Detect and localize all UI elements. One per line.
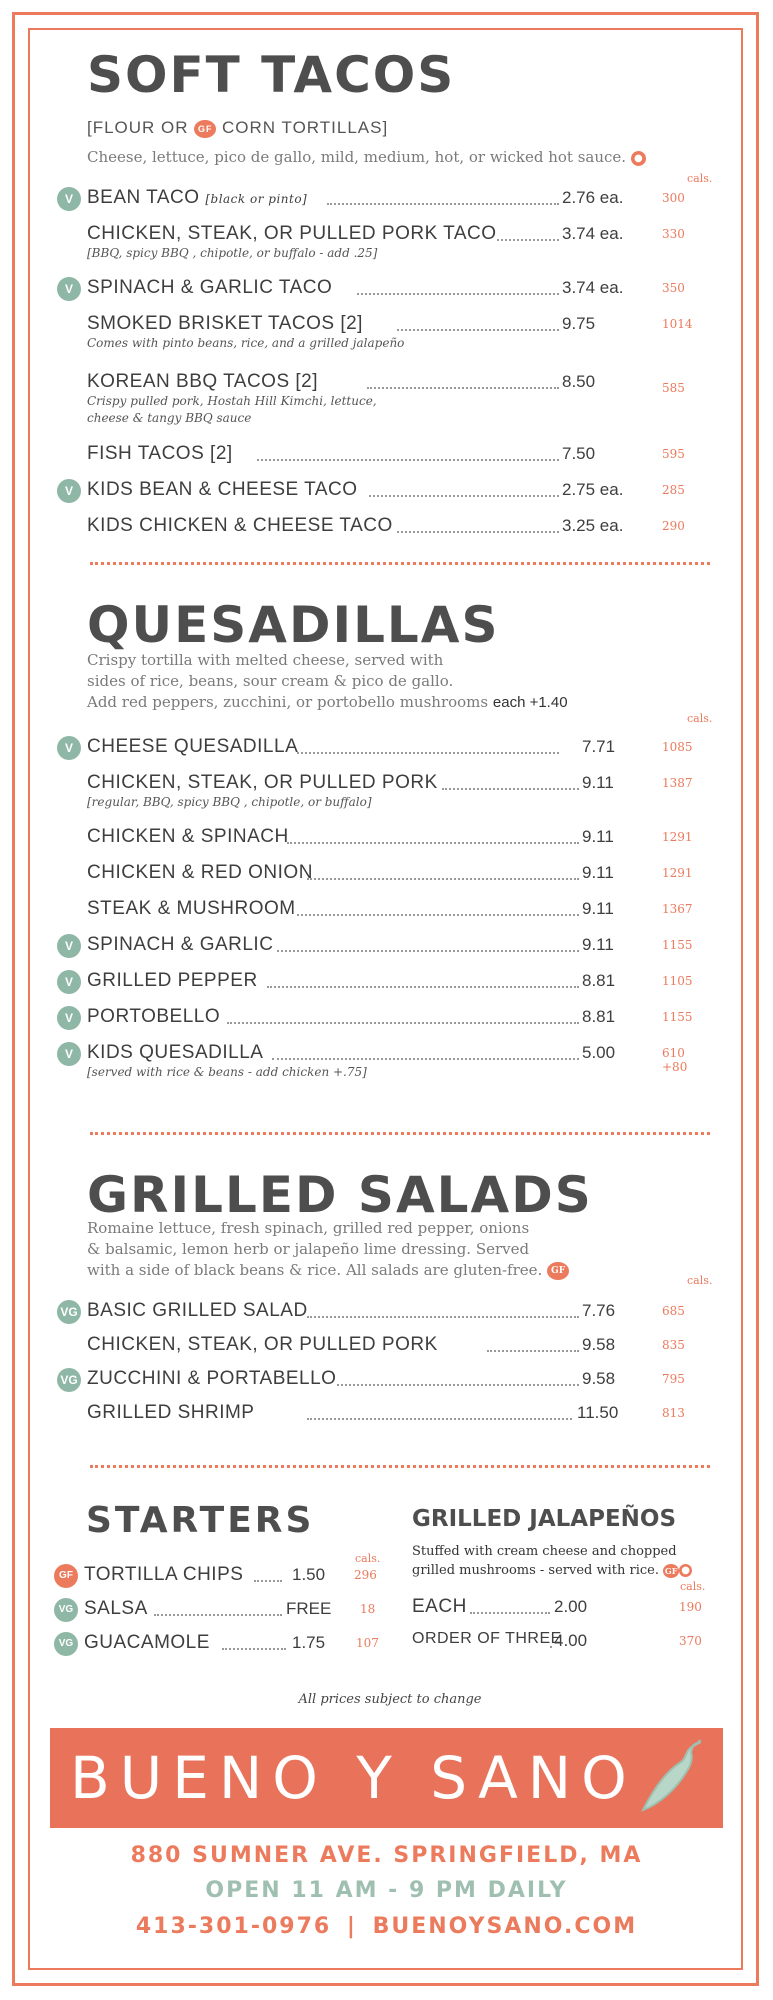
menu-item [54, 1596, 394, 1626]
menu-item [382, 1628, 722, 1658]
menu-item [57, 734, 717, 764]
brand-banner [50, 1728, 723, 1828]
item-calories: 190 [679, 1600, 702, 1614]
flame-icon: ● [631, 151, 646, 166]
item-note: [regular, BBQ, spicy BBQ , chipotle, or buffalo] [87, 795, 372, 809]
section-description: Crispy tortilla with melted cheese, served with sides of rice, beans, sour cream & pico de gallo. Add red peppers, zucchini, or portobello mushrooms each +1.40 [87, 651, 568, 711]
salads-section [60, 1166, 727, 1480]
item-name: PORTOBELLO [87, 1006, 221, 1027]
item-name: CHEESE QUESADILLA [87, 736, 299, 757]
item-price: 7.50 [562, 444, 596, 463]
menu-item [57, 1298, 717, 1328]
item-price: 8.81 [582, 971, 616, 990]
item-calories: 813 [662, 1406, 685, 1420]
item-price: 9.75 [562, 314, 596, 333]
menu-item [57, 1400, 717, 1430]
leader-dots [357, 293, 559, 295]
item-price: 9.11 [582, 863, 614, 882]
item-price: 9.11 [582, 935, 614, 954]
item-name: BASIC GRILLED SALAD [87, 1300, 308, 1321]
vegetarian-badge: V [57, 277, 81, 301]
address: 880 SUMNER AVE. SPRINGFIELD, MA [130, 1843, 643, 1868]
leader-dots [550, 1646, 552, 1648]
leader-dots [397, 329, 559, 331]
gf-icon: GF [194, 120, 216, 138]
item-name: CHICKEN & RED ONION [87, 862, 313, 883]
item-calories: 1387 [662, 776, 693, 790]
item-calories: 610 +80 [662, 1046, 688, 1074]
add-on-price: each +1.40 [492, 694, 568, 711]
menu-item [57, 968, 717, 998]
item-name: CHICKEN & SPINACH [87, 826, 289, 847]
gf-badge: GF [54, 1564, 78, 1588]
price-disclaimer: All prices subject to change [298, 1692, 482, 1707]
menu-item [57, 369, 717, 431]
quesadillas-list [57, 734, 717, 1134]
item-calories: 685 [662, 1304, 685, 1318]
starters-title: STARTERS [86, 1500, 315, 1541]
jalapenos-title: GRILLED JALAPEÑOS [412, 1506, 677, 1532]
leader-dots [397, 531, 559, 533]
menu-item [57, 824, 717, 854]
starters-section [60, 1500, 390, 1700]
menu-item [57, 311, 717, 355]
cals-header: cals. [687, 172, 713, 185]
vegan-badge: VG [54, 1632, 78, 1656]
vegetarian-badge: V [57, 970, 81, 994]
menu-item [54, 1562, 394, 1592]
item-price: 9.58 [582, 1335, 616, 1354]
item-note: Crispy pulled pork, Hostah Hill Kimchi, lettuce, cheese & tangy BBQ sauce [87, 394, 377, 425]
item-name: GRILLED SHRIMP [87, 1402, 255, 1423]
jalapenos-description: Stuffed with cream cheese and chopped grilled mushrooms - served with rice. GF ● [412, 1542, 692, 1580]
item-price: 1.75 [292, 1633, 326, 1652]
item-calories: 1291 [662, 866, 693, 880]
item-calories: 330 [662, 227, 685, 241]
salads-list [57, 1298, 717, 1458]
item-calories: 1367 [662, 902, 693, 916]
vegetarian-badge: V [57, 187, 81, 211]
menu-item [57, 896, 717, 926]
leader-dots [277, 950, 579, 952]
item-inline-note: [black or pinto] [205, 192, 308, 206]
item-price: 3.25 ea. [562, 516, 624, 535]
section-title: SOFT TACOS [87, 46, 456, 104]
menu-item [57, 477, 717, 507]
item-calories: 300 [662, 191, 685, 205]
menu-item [382, 1594, 722, 1624]
quesadillas-section [64, 596, 727, 1140]
leader-dots [497, 239, 559, 241]
leader-dots [367, 387, 559, 389]
hours: OPEN 11 AM - 9 PM DAILY [205, 1878, 568, 1903]
item-name: SPINACH & GARLIC TACO [87, 277, 333, 298]
item-calories: 795 [662, 1372, 685, 1386]
vegan-badge: VG [54, 1598, 78, 1622]
leader-dots [272, 1058, 579, 1060]
menu-item [57, 275, 717, 305]
menu-item [57, 1332, 717, 1362]
item-calories: 290 [662, 519, 685, 533]
item-calories: 285 [662, 483, 685, 497]
item-note: [served with rice & beans - add chicken +.75] [87, 1065, 367, 1079]
item-calories: 1014 [662, 317, 693, 331]
soft-tacos-section [64, 46, 727, 570]
section-description [87, 147, 646, 168]
tortilla-suffix: CORN TORTILLAS] [222, 118, 389, 137]
item-note: [BBQ, spicy BBQ , chipotle, or buffalo - add .25] [87, 246, 378, 260]
leader-dots [257, 459, 559, 461]
item-calories: 1291 [662, 830, 693, 844]
item-name: FISH TACOS [2] [87, 443, 233, 464]
leader-dots [487, 1350, 579, 1352]
cals-header: cals. [680, 1580, 706, 1593]
menu-item [57, 185, 717, 215]
item-price: 5.00 [582, 1043, 616, 1062]
item-price: 1.50 [292, 1565, 326, 1584]
item-price: 9.58 [582, 1369, 616, 1388]
item-calories: 107 [356, 1636, 379, 1650]
vegetarian-badge: V [57, 479, 81, 503]
item-calories: 1155 [662, 1010, 693, 1024]
gf-icon: GF [664, 1565, 678, 1576]
vegan-badge: VG [57, 1300, 81, 1324]
menu-item [57, 1366, 717, 1396]
leader-dots [470, 1612, 550, 1614]
item-price: FREE [286, 1599, 332, 1618]
leader-dots [442, 788, 579, 790]
menu-item [57, 770, 717, 814]
section-divider [90, 1465, 710, 1468]
menu-item [57, 860, 717, 890]
item-price: 2.76 ea. [562, 188, 624, 207]
leader-dots [307, 1418, 572, 1420]
item-calories: 595 [662, 447, 685, 461]
item-name: CHICKEN, STEAK, OR PULLED PORK [87, 1334, 438, 1355]
menu-item [57, 1004, 717, 1034]
item-calories: 370 [679, 1634, 702, 1648]
item-price: 3.74 ea. [562, 278, 624, 297]
section-title: QUESADILLAS [87, 596, 500, 654]
item-price: 7.71 [582, 737, 616, 756]
leader-dots [369, 495, 559, 497]
item-name: GUACAMOLE [84, 1632, 210, 1653]
item-name: ZUCCHINI & PORTABELLO [87, 1368, 337, 1389]
item-name: BEAN TACO [black or pinto] [87, 187, 308, 208]
vegan-badge: VG [57, 1368, 81, 1392]
starters-list [54, 1562, 394, 1682]
leader-dots [327, 203, 559, 205]
jalapenos-section [412, 1500, 722, 1700]
item-price: 3.74 ea. [562, 224, 624, 243]
section-divider [90, 562, 710, 565]
leader-dots [227, 1022, 579, 1024]
item-name: SPINACH & GARLIC [87, 934, 274, 955]
item-calories: 585 [662, 381, 685, 395]
cals-header: cals. [687, 712, 713, 725]
item-price: 9.11 [582, 899, 614, 918]
menu-item [57, 441, 717, 471]
menu-item [57, 932, 717, 962]
phone-number[interactable]: 413-301-0976 [135, 1914, 332, 1939]
item-price: 9.11 [582, 773, 614, 792]
tortilla-prefix: [FLOUR OR [87, 118, 189, 137]
vegetarian-badge: V [57, 934, 81, 958]
item-name: TORTILLA CHIPS [84, 1564, 244, 1585]
item-calories: 1155 [662, 938, 693, 952]
item-price: 9.11 [582, 827, 614, 846]
item-price: 2.00 [554, 1597, 588, 1616]
website-link[interactable]: BUENOYSANO.COM [372, 1914, 638, 1939]
item-calories: 1105 [662, 974, 693, 988]
item-name: SMOKED BRISKET TACOS [2] [87, 313, 363, 334]
leader-dots [154, 1614, 282, 1616]
gf-icon: GF [547, 1262, 569, 1280]
item-calories: 1085 [662, 740, 693, 754]
leader-dots [337, 1384, 579, 1386]
menu-item [54, 1630, 394, 1660]
leader-dots [267, 986, 579, 988]
menu-item [57, 1040, 717, 1084]
item-price: 4.00 [554, 1631, 588, 1650]
item-price: 2.75 ea. [562, 480, 624, 499]
brand-logo-text: BUENO Y SANO [70, 1744, 637, 1812]
item-calories: 18 [360, 1602, 376, 1616]
tacos-list [57, 185, 717, 585]
section-title: GRILLED SALADS [87, 1166, 593, 1224]
item-name: EACH [412, 1596, 467, 1617]
item-name: GRILLED PEPPER [87, 970, 258, 991]
leader-dots [307, 1316, 579, 1318]
item-name: KOREAN BBQ TACOS [2] [87, 371, 319, 392]
contact-separator: | [346, 1914, 357, 1939]
item-name: CHICKEN, STEAK, OR PULLED PORK TACO [87, 223, 497, 244]
item-name: KIDS CHICKEN & CHEESE TACO [87, 515, 393, 536]
item-price: 8.50 [562, 372, 596, 391]
menu-item [57, 513, 717, 543]
item-name: STEAK & MUSHROOM [87, 898, 296, 919]
item-calories: 350 [662, 281, 685, 295]
item-price: 7.76 [582, 1301, 616, 1320]
cals-header: cals. [355, 1552, 381, 1565]
item-note: Comes with pinto beans, rice, and a grilled jalapeño [87, 336, 405, 350]
item-price: 8.81 [582, 1007, 616, 1026]
item-name: KIDS QUESADILLA [87, 1042, 264, 1063]
leader-dots [222, 1648, 286, 1650]
vegetarian-badge: V [57, 1042, 81, 1066]
leader-dots [297, 752, 559, 754]
item-calories: 835 [662, 1338, 685, 1352]
contact-line [0, 1914, 773, 1939]
vegetarian-badge: V [57, 1006, 81, 1030]
leader-dots [287, 842, 579, 844]
pepper-icon [635, 1738, 705, 1818]
item-price: 11.50 [577, 1403, 619, 1422]
leader-dots [297, 914, 579, 916]
section-divider [90, 1132, 710, 1135]
menu-item [57, 221, 717, 265]
vegetarian-badge: V [57, 736, 81, 760]
section-description: Romaine lettuce, fresh spinach, grilled red pepper, onions & balsamic, lemon herb or jalapeño lime dressing. Served with a side of black beans & rice. All salads are gluten-free. GF [87, 1218, 569, 1281]
item-name: ORDER OF THREE [412, 1630, 562, 1647]
flame-icon: ● [679, 1564, 692, 1577]
item-name: SALSA [84, 1598, 148, 1619]
cals-header: cals. [687, 1274, 713, 1287]
tortilla-options [87, 118, 388, 138]
leader-dots [307, 878, 579, 880]
jalapenos-list [412, 1594, 722, 1674]
leader-dots [254, 1580, 282, 1582]
item-calories: 296 [354, 1568, 377, 1582]
item-name: CHICKEN, STEAK, OR PULLED PORK [87, 772, 438, 793]
description-text: Cheese, lettuce, pico de gallo, mild, medium, hot, or wicked hot sauce. [87, 148, 627, 166]
item-name: KIDS BEAN & CHEESE TACO [87, 479, 358, 500]
